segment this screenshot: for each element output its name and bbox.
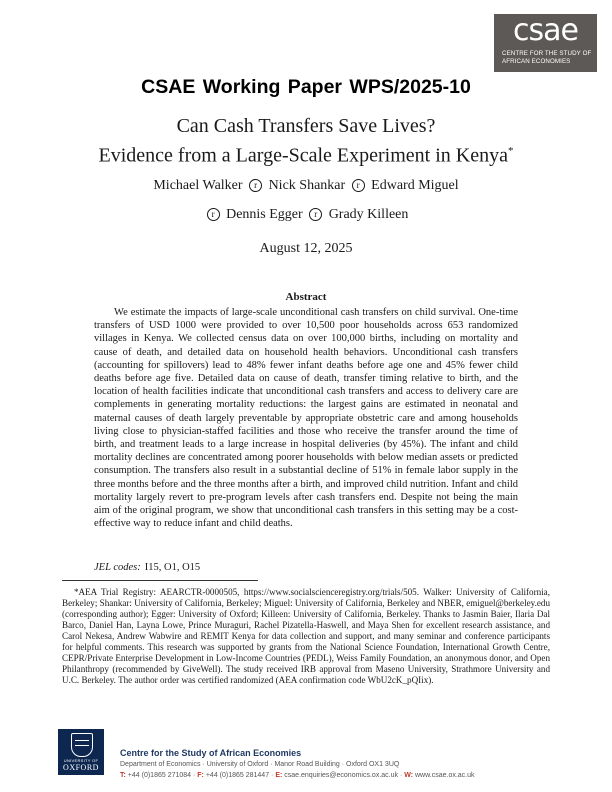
oxford-crest-icon	[71, 733, 93, 757]
paper-title	[0, 114, 612, 169]
jel-values: I15, O1, O15	[144, 562, 201, 573]
web-value: www.csae.ox.ac.uk	[415, 772, 475, 779]
jel-codes	[94, 562, 200, 573]
randomized-order-icon: r	[352, 179, 365, 192]
paper-title-line2-text: Evidence from a Large-Scale Experiment in Kenya	[98, 144, 508, 167]
footer-address: Department of Economics · University of Oxford · Manor Road Building · Oxford OX1 3UQ	[120, 761, 400, 768]
csae-logo-word: csae	[513, 13, 578, 48]
oxford-logo-name: OXFORD	[63, 763, 99, 772]
working-paper-series: CSAE Working Paper WPS/2025-10	[141, 76, 471, 98]
paper-title-line1: Can Cash Transfers Save Lives?	[176, 115, 436, 137]
author-line-1	[0, 178, 612, 194]
footnote-rule	[62, 580, 258, 581]
title-footnote-mark: *	[507, 145, 514, 157]
csae-logo-subtitle	[502, 50, 591, 65]
email-value: csae.enquiries@economics.ox.ac.uk ·	[284, 772, 403, 779]
jel-label: JEL codes:	[94, 562, 141, 573]
fax-value: +44 (0)1865 281447 ·	[205, 772, 274, 779]
author-name: Nick Shankar	[268, 178, 346, 193]
web-label: W:	[404, 772, 414, 779]
csae-logo-line2: AFRICAN ECONOMIES	[502, 57, 571, 65]
author-name: Dennis Egger	[226, 207, 303, 222]
csae-logo	[494, 14, 597, 72]
oxford-logo-univ: UNIVERSITY OF	[63, 758, 99, 763]
fax-label: F:	[197, 772, 204, 779]
author-line-2	[0, 207, 612, 223]
abstract-text: We estimate the impacts of large-scale unconditional cash transfers on child survival. One-time transfers of USD 1000 were provided to over 10,500 poor households across 653 randomized villages in Kenya. We collected census data on over 100,000 births, including on mortality and cause of death, and detailed data on household health behaviors. Unconditional cash transfers (accounting for spillovers) lead to 48% fewer infant deaths before age one and 45% fewer child deaths before age five. Detailed data on cause of death, transfer timing relative to birth, and the location of health facilities indicate that unconditional cash transfers and access to delivery care are complements in generating mortality reductions: the largest gains are estimated in neonatal and maternal causes of death largely preventable by appropriate obstetric care and among households living close to physician-staffed facilities and those who receive the transfer around the time of birth, and treatment leads to a large increase in hospital deliveries (by 45%). The infant and child mortality declines are concentrated among poorer households with below median assets or predicted consumption. The transfers also result in a substantial decline of 51% in female labor supply in the three months before and the three months after a birth, and improved child nutrition. Infant and child mortality largely revert to pre-program levels after cash transfers end. Despite not being the main aim of the original program, we show that unconditional cash transfers in this setting may be a cost-effective way to reduce infant and child deaths.	[94, 307, 518, 530]
randomized-order-icon: r	[249, 179, 262, 192]
phone-label: T:	[120, 772, 126, 779]
author-name: Grady Killeen	[328, 207, 409, 222]
randomized-order-icon: r	[207, 208, 220, 221]
footnote-text: *AEA Trial Registry: AEARCTR-0000505, https://www.socialscienceregistry.org/trials/505. Walker: University of California, Berkeley; Shankar: University of California, Berkeley; Miguel: University of California, Berkeley and NBER, emiguel@berkeley.edu (corresponding author); Egger: University of Oxford; Killeen: University of California, Berkeley. Thanks to Jasmin Baier, Ilaria Dal Barco, Daniel Han, Layna Lowe, Prince Muraguri, Rachel Pizatella-Haswell, and Maya Shen for excellent research assistance, and Carol Nekesa, Andrew Wabwire and REMIT Kenya for data collection and support, and many seminar and conference participants for helpful comments. This research was supported by grants from the National Science Foundation, International Growth Centre, CEPR/Private Enterprise Development in Low-Income Countries (PEDL), Weiss Family Foundation, an anonymous donor, and Open Philanthropy (recommended by GiveWell). The study received IRB approval from Maseno University, Strathmore University and U.C. Berkeley. The author order was certified randomized (AEA confirmation code WbU2cK_pQIix).	[62, 587, 550, 686]
randomized-order-icon: r	[309, 208, 322, 221]
author-name: Michael Walker	[153, 178, 243, 193]
footer-centre-name: Centre for the Study of African Economies	[120, 748, 302, 758]
paper-title-line2	[0, 139, 612, 169]
oxford-logo	[58, 729, 104, 775]
abstract-heading: Abstract	[285, 291, 327, 303]
email-label: E:	[275, 772, 283, 779]
publication-date: August 12, 2025	[259, 241, 353, 256]
author-name: Edward Miguel	[371, 178, 459, 193]
phone-value: +44 (0)1865 271084 ·	[127, 772, 196, 779]
footer-contacts	[120, 772, 475, 779]
csae-logo-line1: CENTRE FOR THE STUDY OF	[502, 50, 592, 57]
